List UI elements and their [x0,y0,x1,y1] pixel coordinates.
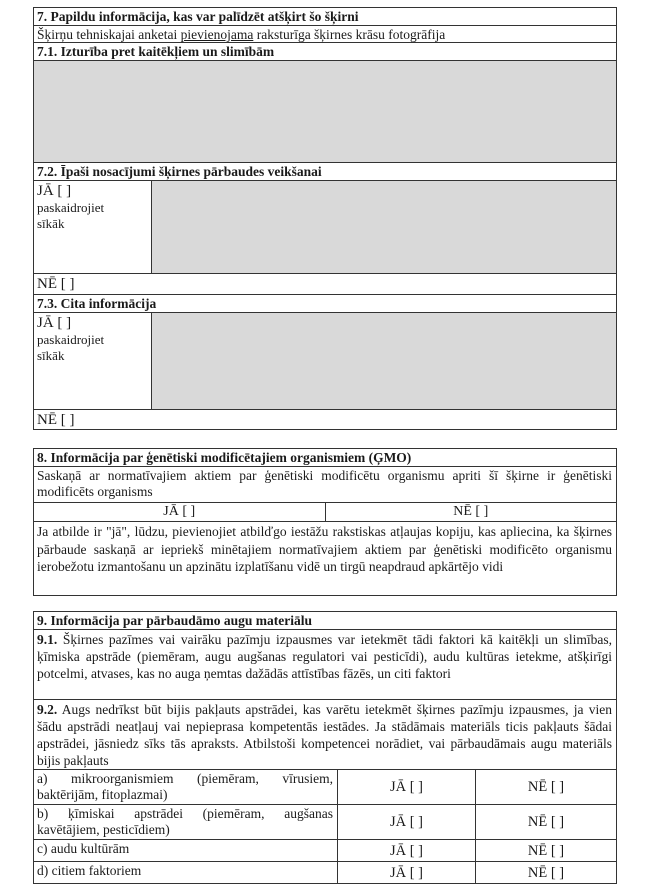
treatment-label: b) ķīmiskai apstrādei (piemēram, augšanas kavētājiem, pesticīdiem) [34,805,338,839]
section-7-2-no-checkbox[interactable]: NĒ [ ] [34,274,616,295]
section-8-no-checkbox[interactable]: NĒ [ ] [453,504,489,519]
explain-label-2: sīkāk [37,216,65,231]
treatment-no-checkbox[interactable]: NĒ [ ] [527,842,565,859]
section-9-table [33,611,617,884]
explain-label: paskaidrojiet [37,200,105,215]
treatment-row-a [34,770,616,805]
section-7-3-yes-cell [34,313,152,409]
section-7-3-title: 7.3. Cita informācija [34,295,616,313]
section-7-table [33,7,617,430]
section-8-yes-checkbox[interactable]: JĀ [ ] [34,503,326,521]
treatment-yes-checkbox[interactable]: JĀ [ ] [338,840,476,861]
section-7-1-title: 7.1. Izturība pret kaitēkļiem un slimībām [34,43,616,61]
treatment-row-c [34,840,616,862]
treatment-label: a) mikroorganismiem (piemēram, vīrusiem, baktērijām, fitoplazmai) [34,770,338,804]
explain-label: paskaidrojiet [37,332,105,347]
section-8-title: 8. Informācija par ģenētiski modificētajiem organismiem (ĢMO) [34,449,616,467]
treatment-yes-checkbox[interactable]: JĀ [ ] [338,770,476,804]
treatment-no-checkbox[interactable]: NĒ [ ] [527,864,565,881]
section-7-title: 7. Papildu informācija, kas var palīdzēt atšķirt šo šķirni [34,8,616,26]
section-9-2-text [34,700,616,770]
section-9-1-body: Šķirnes pazīmes vai vairāku pazīmju izpausmes var ietekmēt tādi faktori kā kaitēkļi un slimības, ķīmiska apstrāde (piemēram, augu augšanas regulatori vai pesticīdi), audu kultūras ietekme, atšķirīgi potcelmi, atvases, kas no auga ņemtas dažādās attīstības fāzēs, un citi faktori [37,632,612,681]
section-7-2-yes-row [34,181,616,274]
section-7-3-explain-input[interactable] [152,313,616,409]
section-7-photo-note [34,26,616,43]
section-7-3-no-checkbox[interactable]: NĒ [ ] [37,412,75,428]
treatment-yes-checkbox[interactable]: JĀ [ ] [338,862,476,883]
section-9-1-number: 9.1. [37,632,58,647]
section-8-question: Saskaņā ar normatīvajiem aktiem par ģenētiski modificētu organismu apriti šī šķirne ir ģenētiski modificēts organisms [34,467,616,503]
section-9-title: 9. Informācija par pārbaudāmo augu materiālu [34,612,616,630]
section-9-1-text [34,630,616,700]
treatment-row-d [34,862,616,883]
treatment-no-checkbox[interactable]: NĒ [ ] [527,779,565,795]
section-7-2-title: 7.2. Īpaši nosacījumi šķirnes pārbaudes veikšanai [34,163,616,181]
note-text-end: raksturīga šķirnes krāsu fotogrāfija [253,27,446,42]
treatment-yes-checkbox[interactable]: JĀ [ ] [338,805,476,839]
section-8-table [33,448,617,596]
section-7-2-yes-checkbox[interactable]: JĀ [ ] [37,183,72,199]
treatment-label: d) citiem faktoriem [34,862,338,883]
section-9-2-number: 9.2. [37,702,58,717]
treatment-no-checkbox[interactable]: NĒ [ ] [527,814,565,830]
treatment-label: c) audu kultūrām [34,840,338,861]
section-9-2-body: Augs nedrīkst būt bijis pakļauts apstrādei, kas varētu ietekmēt šķirnes pazīmju izpausmes, ja vien šādu apstrādi neatļauj vai nepieprasa kompetentās iestādes. Ja stādāmais materiāls ticis pakļauts šādai apstrādei, jāsniedz sīks tās apraksts. Atbilstoši kompetencei norādiet, vai pārbaudāmais augu materiāls bijis pakļauts [37,702,612,768]
section-7-1-input[interactable] [34,61,616,163]
section-7-3-yes-row [34,313,616,410]
explain-label-2: sīkāk [37,348,65,363]
section-7-2-explain-input[interactable] [152,181,616,273]
note-underlined-text: pievienojama [180,27,254,42]
section-7-3-yes-checkbox[interactable]: JĀ [ ] [37,315,72,331]
note-text: Šķirņu tehniskajai anketai [37,27,181,42]
section-8-answer-row [34,503,616,522]
section-8-instructions: Ja atbilde ir "jā", lūdzu, pievienojiet atbilďgo iestāžu rakstiskas atļaujas kopiju, kas apliecina, ka šķirnes pārbaude saskaņā ar iepriekš minētajiem normatīvajiem aktiem par ģenētiski modificēto organismu ierobežotu izmantošanu un apzinātu izplatīšanu vidē un tirgū neapdraud apkārtējo vidi [37,524,612,574]
section-7-2-yes-cell [34,181,152,273]
treatment-row-b [34,805,616,840]
